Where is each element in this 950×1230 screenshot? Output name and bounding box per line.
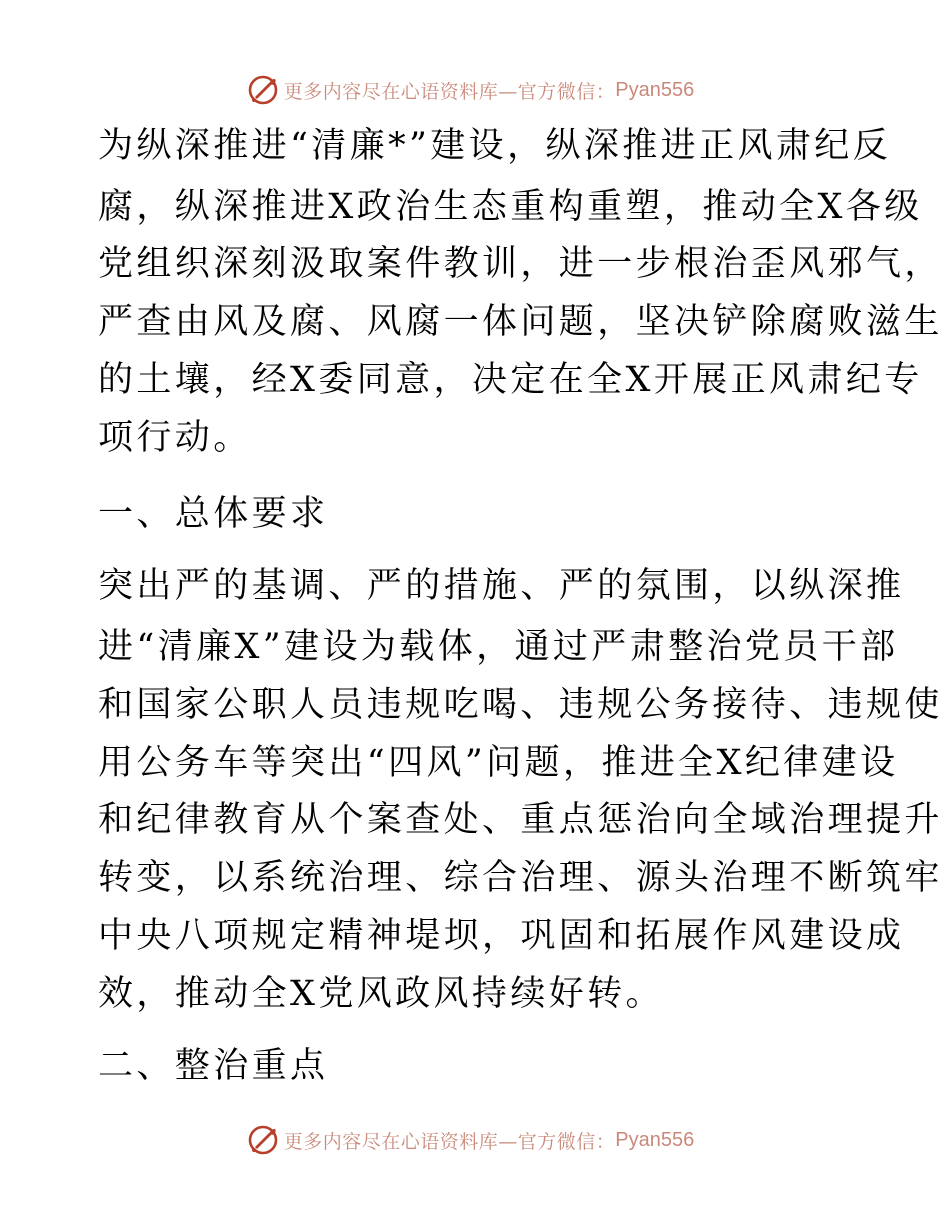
watermark-text: 更多内容尽在心语资料库—官方微信： (283, 1130, 616, 1153)
watermark-wechat-id: Pyan556 (615, 1128, 695, 1151)
paragraph-line: 进“清廉X”建设为载体，通过严肃整治党员干部 (98, 627, 899, 667)
paragraph-line: 严查由风及腐、风腐一体问题，坚决铲除腐败滋生 (98, 302, 943, 342)
paragraph-line: 的土壤，经X委同意，决定在全X开展正风肃纪专 (98, 360, 923, 400)
quill-logo-icon (246, 73, 280, 107)
paragraph-line: 为纵深推进“清廉*”建设，纵深推进正风肃纪反 (98, 126, 892, 166)
paragraph-line: 党组织深刻汲取案件教训，进一步根治歪风邪气， (98, 244, 943, 284)
paragraph-line: 突出严的基调、严的措施、严的氛围，以纵深推 (98, 566, 905, 606)
paragraph-line: 项行动。 (98, 418, 252, 458)
header-watermark (0, 70, 950, 110)
quill-logo-icon (246, 1123, 280, 1157)
footer-watermark (0, 1120, 950, 1160)
section-heading: 一、总体要求 (98, 494, 329, 534)
paragraph-line: 和国家公职人员违规吃喝、违规公务接待、违规使 (98, 685, 943, 725)
watermark-text: 更多内容尽在心语资料库—官方微信： (283, 80, 616, 103)
paragraph-line: 转变，以系统治理、综合治理、源头治理不断筑牢 (98, 858, 943, 898)
paragraph-line: 腐，纵深推进X政治生态重构重塑，推动全X各级 (98, 187, 923, 227)
section-heading: 二、整治重点 (98, 1046, 329, 1086)
paragraph-line: 和纪律教育从个案查处、重点惩治向全域治理提升 (98, 800, 943, 840)
paragraph-line: 效，推动全X党风政风持续好转。 (98, 974, 664, 1014)
watermark-wechat-id: Pyan556 (615, 78, 695, 101)
paragraph-line: 用公务车等突出“四风”问题，推进全X纪律建设 (98, 743, 899, 783)
paragraph-line: 中央八项规定精神堤坝，巩固和拓展作风建设成 (98, 916, 905, 956)
